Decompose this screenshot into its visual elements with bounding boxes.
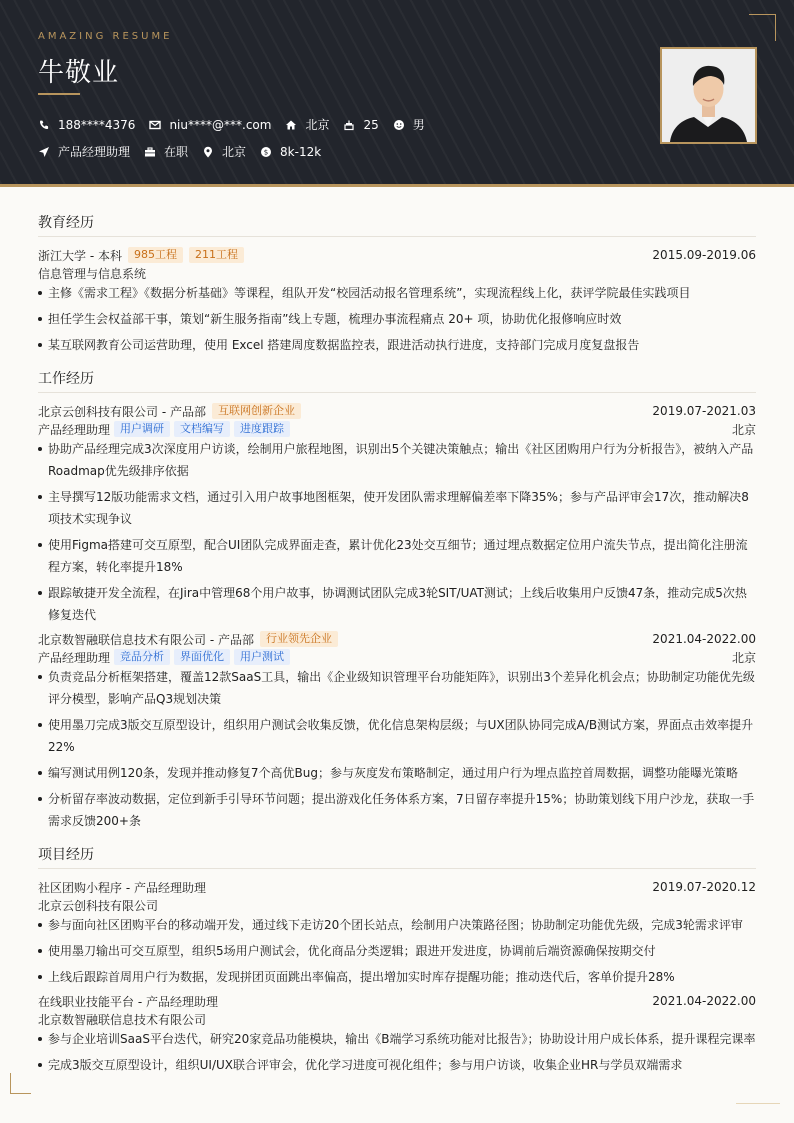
major-name: 信息管理与信息系统 <box>38 266 147 281</box>
cake-icon <box>343 119 355 131</box>
company-name: 北京云创科技有限公司 - 产品部 <box>38 404 206 419</box>
job-role-line <box>38 648 756 666</box>
list-item: 使用Figma搭建可交互原型，配合UI团队完成界面走查，累计优化23处交互细节；通过埋点数据定位用户流失节点，提出简化注册流程方案，转化率提升18% <box>38 534 756 578</box>
avatar <box>662 49 755 142</box>
list-item: 跟踪敏捷开发全流程，在Jira中管理68个用户故事，协调测试团队完成3轮SIT/UAT测试；上线后收集用户反馈47条，推动完成5次热修复迭代 <box>38 582 756 626</box>
list-item: 主导撰写12版功能需求文档，通过引入用户故事地图框架，使开发团队需求理解偏差率下降35%；参与产品评审会17次，推动解决8项技术实现争议 <box>38 486 756 530</box>
project-company-line <box>38 896 756 914</box>
job-date: 2021.04-2022.00 <box>652 632 756 646</box>
project-entry <box>38 992 756 1076</box>
location-icon <box>202 146 214 158</box>
salary-text: 8k-12k <box>280 144 322 159</box>
name-underline <box>38 93 80 95</box>
age-text: 25 <box>363 117 379 132</box>
job-entry <box>38 402 756 626</box>
job-entry <box>38 630 756 832</box>
intent-status <box>144 143 188 160</box>
corner-ornament <box>10 1073 31 1094</box>
gender-text: 男 <box>412 118 425 132</box>
intent-row <box>38 143 335 160</box>
project-company-line <box>38 1010 756 1028</box>
skill-tag: 用户测试 <box>234 649 290 665</box>
company-name: 北京数智融联信息技术有限公司 - 产品部 <box>38 632 254 647</box>
list-item: 使用墨刀完成3版交互原型设计，组织用户测试会收集反馈，优化信息架构层级；与UX团队协同完成A/B测试方案，界面点击效率提升22% <box>38 714 756 758</box>
job-bullets <box>38 666 756 832</box>
education-header <box>38 246 756 264</box>
skill-tag: 界面优化 <box>174 649 230 665</box>
project-header <box>38 878 756 896</box>
skill-tag: 用户调研 <box>114 421 170 437</box>
project-name: 社区团购小程序 - 产品经理助理 <box>38 880 206 895</box>
project-name: 在线职业技能平台 - 产品经理助理 <box>38 994 218 1009</box>
corner-ornament <box>736 1103 780 1104</box>
job-header <box>38 402 756 420</box>
education-date: 2015.09-2019.06 <box>652 248 756 262</box>
list-item: 编写测试用例120条，发现并推动修复7个高优Bug；参与灰度发布策略制定，通过用户行为埋点监控首周数据，调整功能曝光策略 <box>38 762 756 784</box>
city-text: 北京 <box>222 145 247 159</box>
job-city: 北京 <box>731 650 756 665</box>
company-badge: 行业领先企业 <box>260 631 338 647</box>
intent-salary <box>260 145 321 159</box>
project-date: 2021.04-2022.00 <box>652 994 756 1008</box>
contact-row <box>38 116 439 133</box>
work-title: 工作经历 <box>38 368 756 393</box>
work-section <box>38 368 756 832</box>
status-text: 在职 <box>164 145 189 159</box>
contact-gender <box>393 116 425 133</box>
candidate-name: 牛敬业 <box>38 58 120 88</box>
list-item: 完成3版交互原型设计，组织UI/UX联合评审会，优化学习进度可视化组件；参与用户访谈，收集企业HR与学员双端需求 <box>38 1054 756 1076</box>
badge-211: 211工程 <box>189 247 244 263</box>
projects-title: 项目经历 <box>38 844 756 869</box>
email-text: niu****@***.com <box>169 117 272 132</box>
project-company: 北京数智融联信息技术有限公司 <box>38 1012 207 1027</box>
school-name: 浙江大学 - 本科 <box>38 248 122 263</box>
job-city: 北京 <box>731 422 756 437</box>
job-bullets <box>38 438 756 626</box>
phone-icon <box>38 119 50 131</box>
project-entry <box>38 878 756 988</box>
list-item: 上线后跟踪首周用户行为数据，发现拼团页面跳出率偏高，提出增加实时库存提醒功能；推动迭代后，客单价提升28% <box>38 966 756 988</box>
phone-text: 188****4376 <box>58 117 136 132</box>
list-item: 参与企业培训SaaS平台迭代，研究20家竞品功能模块，输出《B端学习系统功能对比报告》；协助设计用户成长体系，提升课程完课率 <box>38 1028 756 1050</box>
skill-tag: 进度跟踪 <box>234 421 290 437</box>
svg-text:$: $ <box>263 148 269 157</box>
resume-tag: AMAZING RESUME <box>38 31 173 42</box>
skill-tag: 文档编写 <box>174 421 230 437</box>
education-title: 教育经历 <box>38 212 756 237</box>
skill-tag: 竞品分析 <box>114 649 170 665</box>
list-item: 某互联网教育公司运营助理，使用 Excel 搭建周度数据监控表，跟进活动执行进度，支持部门完成月度复盘报告 <box>38 334 756 356</box>
job-role: 产品经理助理 <box>38 422 111 437</box>
home-icon <box>285 119 297 131</box>
list-item: 参与面向社区团购平台的移动端开发，通过线下走访20个团长站点，绘制用户决策路径图；协助制定功能优先级，完成3轮需求评审 <box>38 914 756 936</box>
job-date: 2019.07-2021.03 <box>652 404 756 418</box>
job-role-line <box>38 420 756 438</box>
list-item: 使用墨刀输出可交互原型，组织5场用户测试会，优化商品分类逻辑；跟进开发进度，协调前后端资源确保按期交付 <box>38 940 756 962</box>
project-date: 2019.07-2020.12 <box>652 880 756 894</box>
contact-email <box>149 118 271 132</box>
position-text: 产品经理助理 <box>58 145 131 159</box>
list-item: 担任学生会权益部干事，策划“新生服务指南”线上专题，梳理办事流程痛点 20+ 项，协助优化报修响应时效 <box>38 308 756 330</box>
resume-header <box>0 0 794 187</box>
job-header <box>38 630 756 648</box>
project-company: 北京云创科技有限公司 <box>38 898 159 913</box>
list-item: 分析留存率波动数据，定位到新手引导环节问题；提出游戏化任务体系方案，7日留存率提升15%；协助策划线下用户沙龙，获取一手需求反馈200+条 <box>38 788 756 832</box>
profile-photo <box>660 47 757 144</box>
project-header <box>38 992 756 1010</box>
briefcase-icon <box>144 146 156 158</box>
company-badge: 互联网创新企业 <box>212 403 301 419</box>
education-bullets <box>38 282 756 356</box>
salary-icon <box>260 146 272 158</box>
contact-phone <box>38 118 135 132</box>
projects-section <box>38 844 756 1076</box>
contact-age <box>343 118 378 132</box>
list-item: 负责竞品分析框架搭建，覆盖12款SaaS工具，输出《企业级知识管理平台功能矩阵》，识别出3个差异化机会点；协助制定功能优先级评分模型，影响产品Q3规划决策 <box>38 666 756 710</box>
major-line <box>38 264 756 282</box>
contact-home <box>285 116 329 133</box>
list-item: 协助产品经理完成3次深度用户访谈，绘制用户旅程地图，识别出5个关键决策触点；输出《社区团购用户行为分析报告》，被纳入产品Roadmap优先级排序依据 <box>38 438 756 482</box>
gender-icon <box>393 119 405 131</box>
project-bullets <box>38 914 756 988</box>
corner-ornament <box>749 14 776 41</box>
mail-icon <box>149 119 161 131</box>
badge-985: 985工程 <box>128 247 183 263</box>
intent-city <box>202 143 246 160</box>
intent-position <box>38 143 130 160</box>
home-text: 北京 <box>305 118 330 132</box>
education-section <box>38 212 756 356</box>
project-bullets <box>38 1028 756 1076</box>
send-icon <box>38 146 50 158</box>
job-role: 产品经理助理 <box>38 650 111 665</box>
resume-body <box>38 200 756 1080</box>
list-item: 主修《需求工程》《数据分析基础》等课程，组队开发“校园活动报名管理系统”，实现流程线上化，获评学院最佳实践项目 <box>38 282 756 304</box>
